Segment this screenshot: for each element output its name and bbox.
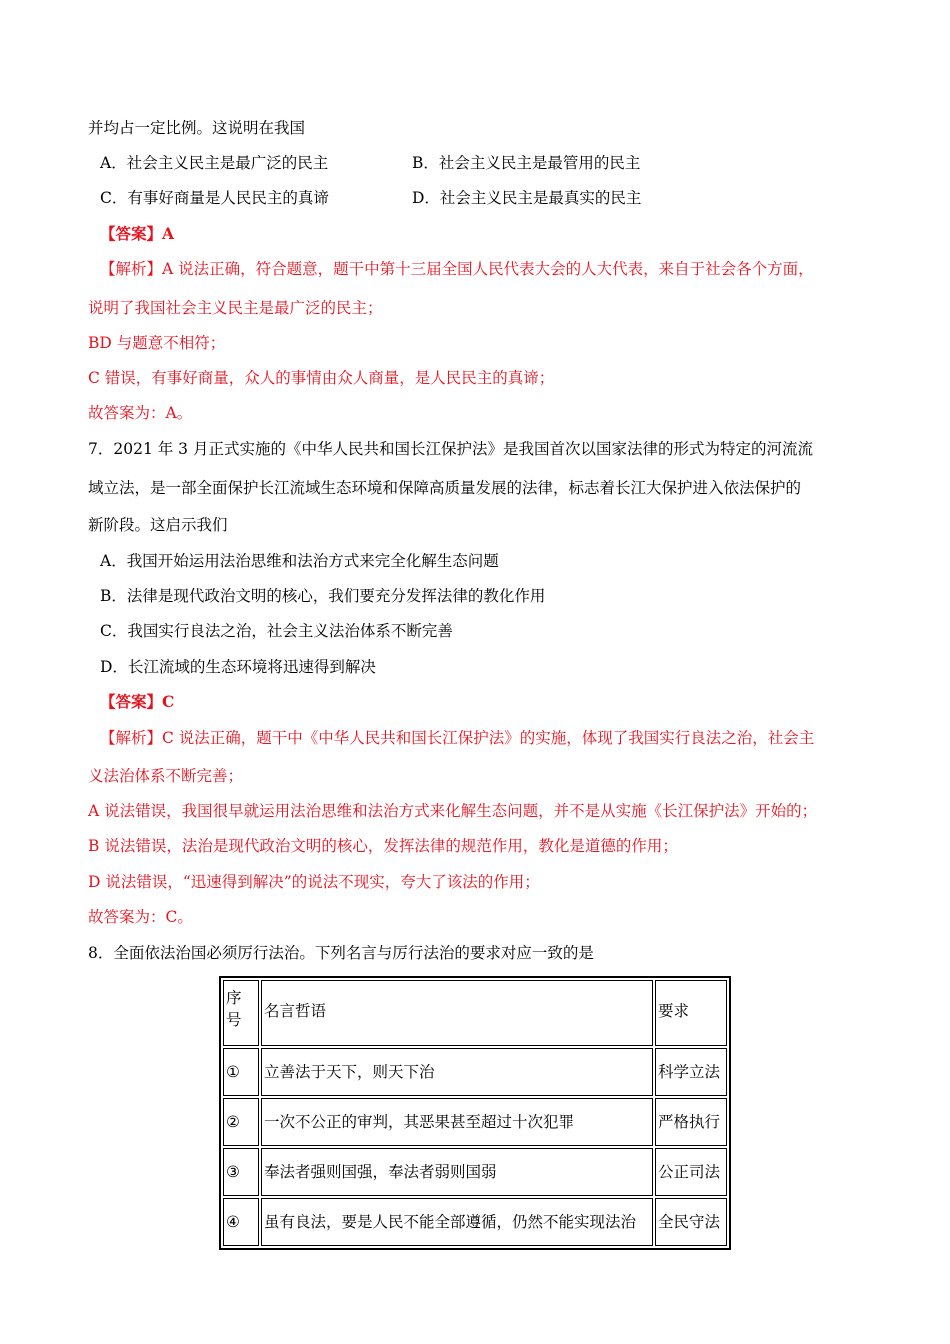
table-row [223, 1148, 727, 1196]
row-index: ② [223, 1098, 259, 1146]
q6-analysis-line: 故答案为：A。 [88, 404, 193, 422]
maxims-table [219, 976, 731, 1250]
q6-stem-tail: 并均占一定比例。这说明在我国 [88, 119, 306, 137]
row-maxim: 虽有良法，要是人民不能全部遵循，仍然不能实现法治 [261, 1198, 653, 1246]
q6-analysis-line: 【解析】A 说法正确，符合题意，题干中第十三届全国人民代表大会的人大代表，来自于社会各个方面， [100, 260, 814, 278]
q6-analysis-line: C 错误，有事好商量，众人的事情由众人商量，是人民民主的真谛； [88, 369, 555, 387]
row-requirement: 严格执行 [655, 1098, 727, 1146]
q6-option-a: A．社会主义民主是最广泛的民主 [100, 154, 329, 172]
header-cell-maxim: 名言哲语 [261, 980, 653, 1046]
table-row [223, 1198, 727, 1246]
row-index: ④ [223, 1198, 259, 1246]
q7-stem-line: 新阶段。这启示我们 [88, 516, 228, 534]
table-row [223, 1098, 727, 1146]
q7-analysis-line: B 说法错误，法治是现代政治文明的核心，发挥法律的规范作用，教化是道德的作用； [88, 837, 678, 855]
q8-stem: 8．全面依法治国必须厉行法治。下列名言与厉行法治的要求对应一致的是 [88, 944, 594, 962]
q7-option-d: D．长江流域的生态环境将迅速得到解决 [100, 658, 376, 676]
row-maxim: 立善法于天下，则天下治 [261, 1048, 653, 1096]
row-requirement: 全民守法 [655, 1198, 727, 1246]
q6-answer: 【答案】A [100, 224, 175, 243]
q6-analysis-line: BD 与题意不相符； [88, 334, 226, 352]
q7-analysis-line: 故答案为：C。 [88, 908, 193, 926]
row-maxim: 一次不公正的审判，其恶果甚至超过十次犯罪 [261, 1098, 653, 1146]
row-maxim: 奉法者强则国强，奉法者弱则国弱 [261, 1148, 653, 1196]
header-cell-index: 序号 [223, 980, 259, 1046]
table-row [223, 1048, 727, 1096]
q6-analysis-line: 说明了我国社会主义民主是最广泛的民主； [88, 299, 383, 317]
table-header-row [223, 980, 727, 1046]
row-index: ① [223, 1048, 259, 1096]
header-cell-requirement: 要求 [655, 980, 727, 1046]
q7-stem-line: 7．2021 年 3 月正式实施的《中华人民共和国长江保护法》是我国首次以国家法律的形式为特定的河流流 [88, 440, 813, 458]
row-requirement: 公正司法 [655, 1148, 727, 1196]
q7-option-c: C．我国实行良法之治，社会主义法治体系不断完善 [100, 622, 453, 640]
q7-answer: 【答案】C [100, 692, 175, 711]
q7-option-b: B．法律是现代政治文明的核心，我们要充分发挥法律的教化作用 [100, 587, 546, 605]
q7-option-a: A．我国开始运用法治思维和法治方式来完全化解生态问题 [100, 552, 499, 570]
q7-analysis-line: A 说法错误，我国很早就运用法治思维和法治方式来化解生态问题，并不是从实施《长江保护法》开始的； [88, 802, 818, 820]
row-requirement: 科学立法 [655, 1048, 727, 1096]
q6-option-d: D．社会主义民主是最真实的民主 [412, 189, 642, 207]
q7-analysis-line: 【解析】C 说法正确，题干中《中华人民共和国长江保护法》的实施，体现了我国实行良法之治，社会主 [100, 729, 815, 747]
q7-stem-line: 域立法，是一部全面保护长江流域生态环境和保障高质量发展的法律，标志着长江大保护进入依法保护的 [88, 479, 802, 497]
q7-analysis-line: D 说法错误，“迅速得到解决”的说法不现实，夸大了该法的作用； [88, 873, 540, 891]
q6-option-b: B．社会主义民主是最管用的民主 [412, 154, 641, 172]
q7-analysis-line: 义法治体系不断完善； [88, 767, 244, 785]
row-index: ③ [223, 1148, 259, 1196]
q6-option-c: C．有事好商量是人民民主的真谛 [100, 189, 329, 207]
